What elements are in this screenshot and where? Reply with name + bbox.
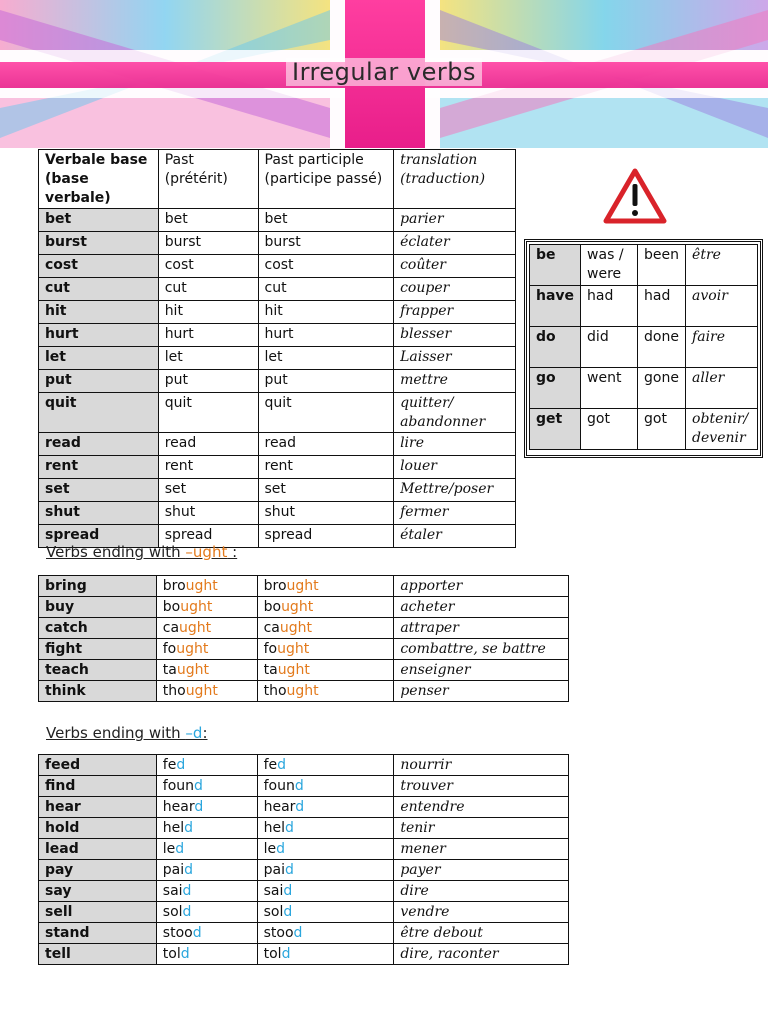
base-form-cell: pay bbox=[39, 860, 157, 881]
table-row bbox=[39, 639, 569, 660]
verb-ending: d bbox=[194, 799, 204, 815]
base-form-cell: teach bbox=[39, 660, 157, 681]
table-row bbox=[39, 681, 569, 702]
table-row bbox=[530, 245, 758, 286]
past-cell: got bbox=[581, 409, 638, 450]
past-cell bbox=[156, 618, 257, 639]
past-participle-cell: read bbox=[258, 433, 394, 456]
past-participle-cell bbox=[257, 776, 394, 797]
past-participle-cell: done bbox=[638, 327, 686, 368]
main-verbs-table bbox=[38, 149, 516, 548]
special-verbs-table bbox=[529, 244, 758, 450]
translation-cell: penser bbox=[394, 681, 569, 702]
verb-ending: ught bbox=[286, 578, 319, 594]
verb-ending: ught bbox=[185, 578, 218, 594]
past-participle-cell: put bbox=[258, 370, 394, 393]
table-row bbox=[530, 327, 758, 368]
verb-stem: fo bbox=[162, 641, 177, 657]
past-participle-cell: let bbox=[258, 347, 394, 370]
base-form-cell: be bbox=[530, 245, 581, 286]
base-form-cell: bet bbox=[39, 209, 159, 232]
header-line: Past participle bbox=[264, 152, 364, 168]
past-participle-cell bbox=[257, 576, 394, 597]
verb-stem: tol bbox=[162, 946, 181, 962]
translation-cell: éclater bbox=[394, 232, 516, 255]
verb-ending: ught bbox=[277, 662, 310, 678]
past-participle-cell: hurt bbox=[258, 324, 394, 347]
table-row bbox=[39, 232, 516, 255]
translation-cell: Laisser bbox=[394, 347, 516, 370]
header-line: Past bbox=[164, 152, 194, 168]
verb-ending: ught bbox=[277, 641, 310, 657]
past-participle-cell: got bbox=[638, 409, 686, 450]
verb-stem: bo bbox=[162, 599, 181, 615]
verb-ending: d bbox=[277, 757, 287, 773]
past-cell bbox=[156, 597, 257, 618]
translation-cell: attraper bbox=[394, 618, 569, 639]
past-cell bbox=[156, 576, 257, 597]
warning-triangle-icon bbox=[603, 168, 667, 224]
table-row bbox=[39, 393, 516, 433]
past-cell: had bbox=[581, 286, 638, 327]
past-cell: spread bbox=[158, 525, 258, 548]
past-participle-cell bbox=[257, 660, 394, 681]
translation-cell: étaler bbox=[394, 525, 516, 548]
verb-stem: pai bbox=[162, 862, 185, 878]
d-section-heading: Verbs ending with –d: bbox=[46, 724, 208, 742]
verb-stem: tol bbox=[263, 946, 282, 962]
verb-stem: sai bbox=[263, 883, 284, 899]
verb-ending: ught bbox=[176, 662, 209, 678]
base-form-cell: fight bbox=[39, 639, 157, 660]
header-line: (participe passé) bbox=[264, 171, 383, 187]
translation-cell: nourrir bbox=[394, 755, 569, 776]
translation-cell: mettre bbox=[394, 370, 516, 393]
verb-ending: d bbox=[182, 904, 192, 920]
verb-stem: bro bbox=[263, 578, 287, 594]
verb-stem: sol bbox=[162, 904, 183, 920]
translation-cell: vendre bbox=[394, 902, 569, 923]
translation-cell: enseigner bbox=[394, 660, 569, 681]
translation-cell: coûter bbox=[394, 255, 516, 278]
table-row bbox=[530, 368, 758, 409]
past-cell: shut bbox=[158, 502, 258, 525]
past-participle-cell: rent bbox=[258, 456, 394, 479]
verb-ending: d bbox=[293, 925, 303, 941]
past-participle-cell: set bbox=[258, 479, 394, 502]
past-cell bbox=[156, 755, 257, 776]
base-form-cell: feed bbox=[39, 755, 157, 776]
base-form-cell: have bbox=[530, 286, 581, 327]
verb-ending: d bbox=[294, 778, 304, 794]
verb-stem: le bbox=[162, 841, 176, 857]
past-cell: cost bbox=[158, 255, 258, 278]
translation-cell: louer bbox=[394, 456, 516, 479]
past-participle-cell: had bbox=[638, 286, 686, 327]
verb-stem: sol bbox=[263, 904, 284, 920]
translation-cell: aller bbox=[686, 368, 758, 409]
header-line: Verbale base bbox=[45, 152, 148, 168]
past-participle-cell bbox=[257, 618, 394, 639]
past-cell bbox=[156, 923, 257, 944]
past-participle-cell: bet bbox=[258, 209, 394, 232]
translation-cell: combattre, se battre bbox=[394, 639, 569, 660]
table-row bbox=[39, 944, 569, 965]
past-participle-cell: cost bbox=[258, 255, 394, 278]
verb-stem: ta bbox=[162, 662, 177, 678]
past-cell bbox=[156, 902, 257, 923]
past-cell: hit bbox=[158, 301, 258, 324]
past-cell: burst bbox=[158, 232, 258, 255]
verb-ending: ught bbox=[185, 683, 218, 699]
header-cell bbox=[258, 150, 394, 209]
past-cell bbox=[156, 860, 257, 881]
past-participle-cell: burst bbox=[258, 232, 394, 255]
translation-cell: Mettre/poser bbox=[394, 479, 516, 502]
verb-stem: bo bbox=[263, 599, 282, 615]
verb-ending: d bbox=[281, 946, 291, 962]
base-form-cell: tell bbox=[39, 944, 157, 965]
verb-stem: sai bbox=[162, 883, 183, 899]
base-form-cell: spread bbox=[39, 525, 159, 548]
translation-cell: être bbox=[686, 245, 758, 286]
past-participle-cell bbox=[257, 597, 394, 618]
base-form-cell: cut bbox=[39, 278, 159, 301]
verb-stem: hel bbox=[263, 820, 285, 836]
verb-ending: ught bbox=[279, 620, 313, 636]
table-row bbox=[39, 839, 569, 860]
table-row bbox=[39, 347, 516, 370]
base-form-cell: sell bbox=[39, 902, 157, 923]
past-participle-cell bbox=[257, 818, 394, 839]
table-row bbox=[39, 755, 569, 776]
header-cell bbox=[39, 150, 159, 209]
past-cell bbox=[156, 818, 257, 839]
verb-stem: hear bbox=[263, 799, 296, 815]
header-cell bbox=[394, 150, 516, 209]
past-cell: hurt bbox=[158, 324, 258, 347]
translation-cell: lire bbox=[394, 433, 516, 456]
table-row bbox=[39, 818, 569, 839]
verb-ending: ught bbox=[180, 599, 213, 615]
verb-stem: foun bbox=[162, 778, 195, 794]
base-form-cell: cost bbox=[39, 255, 159, 278]
translation-cell: parier bbox=[394, 209, 516, 232]
past-cell: put bbox=[158, 370, 258, 393]
verb-ending: d bbox=[283, 883, 293, 899]
table-row bbox=[39, 860, 569, 881]
translation-cell: mener bbox=[394, 839, 569, 860]
past-participle-cell bbox=[257, 797, 394, 818]
verb-stem: le bbox=[263, 841, 277, 857]
special-verbs-box bbox=[524, 239, 763, 458]
header-row bbox=[39, 150, 516, 209]
past-cell: cut bbox=[158, 278, 258, 301]
verb-ending: d bbox=[276, 841, 286, 857]
table-row bbox=[39, 433, 516, 456]
ught-section-heading: Verbs ending with –ught : bbox=[46, 543, 238, 561]
past-participle-cell bbox=[257, 681, 394, 702]
base-form-cell: rent bbox=[39, 456, 159, 479]
past-cell bbox=[156, 639, 257, 660]
base-form-cell: set bbox=[39, 479, 159, 502]
translation-cell: trouver bbox=[394, 776, 569, 797]
base-form-cell: read bbox=[39, 433, 159, 456]
translation-cell: acheter bbox=[394, 597, 569, 618]
header-cell bbox=[158, 150, 258, 209]
past-cell: went bbox=[581, 368, 638, 409]
translation-cell: apporter bbox=[394, 576, 569, 597]
verb-stem: bro bbox=[162, 578, 186, 594]
past-participle-cell: shut bbox=[258, 502, 394, 525]
past-cell: quit bbox=[158, 393, 258, 433]
verb-stem: fe bbox=[162, 757, 177, 773]
base-form-cell: quit bbox=[39, 393, 159, 433]
base-form-cell: lead bbox=[39, 839, 157, 860]
table-row bbox=[39, 370, 516, 393]
past-participle-cell: spread bbox=[258, 525, 394, 548]
table-row bbox=[39, 597, 569, 618]
verb-stem: ca bbox=[263, 620, 280, 636]
past-cell bbox=[156, 681, 257, 702]
verb-stem: stoo bbox=[263, 925, 294, 941]
base-form-cell: find bbox=[39, 776, 157, 797]
past-cell bbox=[156, 839, 257, 860]
verb-stem: foun bbox=[263, 778, 295, 794]
verb-ending: ught bbox=[176, 641, 209, 657]
past-participle-cell bbox=[257, 860, 394, 881]
base-form-cell: put bbox=[39, 370, 159, 393]
verb-ending: d bbox=[184, 820, 194, 836]
verb-stem: pai bbox=[263, 862, 285, 878]
past-participle-cell bbox=[257, 923, 394, 944]
header-line: (prétérit) bbox=[164, 171, 228, 187]
past-participle-cell: hit bbox=[258, 301, 394, 324]
header-line: (base verbale) bbox=[45, 171, 111, 206]
past-cell: was / were bbox=[581, 245, 638, 286]
translation-cell: avoir bbox=[686, 286, 758, 327]
verb-ending: d bbox=[176, 757, 186, 773]
past-participle-cell: quit bbox=[258, 393, 394, 433]
past-cell: read bbox=[158, 433, 258, 456]
ught-verbs-table bbox=[38, 575, 569, 702]
translation-cell: être debout bbox=[394, 923, 569, 944]
table-row bbox=[39, 479, 516, 502]
translation-cell: obtenir/ devenir bbox=[686, 409, 758, 450]
header-line: (traduction) bbox=[400, 171, 486, 187]
past-participle-cell bbox=[257, 944, 394, 965]
verb-ending: ught bbox=[179, 620, 212, 636]
translation-cell: quitter/ abandonner bbox=[394, 393, 516, 433]
translation-cell: payer bbox=[394, 860, 569, 881]
table-row bbox=[39, 456, 516, 479]
verb-ending: d bbox=[285, 820, 294, 836]
verb-stem: stoo bbox=[162, 925, 193, 941]
past-participle-cell bbox=[257, 755, 394, 776]
past-participle-cell: cut bbox=[258, 278, 394, 301]
verb-stem: fo bbox=[263, 641, 278, 657]
d-verbs-table bbox=[38, 754, 569, 965]
past-cell: set bbox=[158, 479, 258, 502]
verb-stem: tho bbox=[263, 683, 287, 699]
past-participle-cell: been bbox=[638, 245, 686, 286]
verb-stem: hear bbox=[162, 799, 195, 815]
base-form-cell: stand bbox=[39, 923, 157, 944]
past-cell: bet bbox=[158, 209, 258, 232]
verb-ending: d bbox=[284, 862, 294, 878]
verb-ending: ught bbox=[281, 599, 314, 615]
verb-stem: ta bbox=[263, 662, 278, 678]
table-row bbox=[530, 409, 758, 450]
table-row bbox=[39, 923, 569, 944]
verb-stem: hel bbox=[162, 820, 185, 836]
verb-ending: d bbox=[283, 904, 293, 920]
base-form-cell: say bbox=[39, 881, 157, 902]
table-row bbox=[39, 209, 516, 232]
base-form-cell: hit bbox=[39, 301, 159, 324]
verb-ending: d bbox=[175, 841, 185, 857]
base-form-cell: let bbox=[39, 347, 159, 370]
verb-ending: d bbox=[182, 883, 192, 899]
table-row bbox=[39, 576, 569, 597]
translation-cell: tenir bbox=[394, 818, 569, 839]
past-participle-cell bbox=[257, 881, 394, 902]
translation-cell: frapper bbox=[394, 301, 516, 324]
base-form-cell: do bbox=[530, 327, 581, 368]
translation-cell: faire bbox=[686, 327, 758, 368]
past-participle-cell bbox=[257, 639, 394, 660]
verb-ending: d bbox=[194, 778, 203, 794]
verb-ending: d bbox=[192, 925, 202, 941]
past-cell: let bbox=[158, 347, 258, 370]
past-cell bbox=[156, 797, 257, 818]
past-cell: rent bbox=[158, 456, 258, 479]
base-form-cell: hold bbox=[39, 818, 157, 839]
translation-cell: dire, raconter bbox=[394, 944, 569, 965]
past-participle-cell bbox=[257, 839, 394, 860]
table-row bbox=[39, 324, 516, 347]
table-row bbox=[39, 301, 516, 324]
past-cell bbox=[156, 881, 257, 902]
translation-cell: entendre bbox=[394, 797, 569, 818]
verb-ending: d bbox=[184, 862, 194, 878]
past-participle-cell: gone bbox=[638, 368, 686, 409]
translation-cell: couper bbox=[394, 278, 516, 301]
table-row bbox=[39, 797, 569, 818]
base-form-cell: hurt bbox=[39, 324, 159, 347]
table-row bbox=[39, 660, 569, 681]
table-row bbox=[39, 776, 569, 797]
past-cell bbox=[156, 776, 257, 797]
table-row bbox=[39, 502, 516, 525]
translation-cell: blesser bbox=[394, 324, 516, 347]
verb-ending: d bbox=[295, 799, 305, 815]
base-form-cell: shut bbox=[39, 502, 159, 525]
base-form-cell: get bbox=[530, 409, 581, 450]
past-cell bbox=[156, 944, 257, 965]
union-jack-banner bbox=[0, 0, 768, 148]
base-form-cell: hear bbox=[39, 797, 157, 818]
base-form-cell: burst bbox=[39, 232, 159, 255]
past-cell bbox=[156, 660, 257, 681]
past-cell: did bbox=[581, 327, 638, 368]
header-line: translation bbox=[400, 152, 478, 168]
table-row bbox=[39, 278, 516, 301]
past-participle-cell bbox=[257, 902, 394, 923]
base-form-cell: buy bbox=[39, 597, 157, 618]
table-row bbox=[39, 902, 569, 923]
table-row bbox=[530, 286, 758, 327]
base-form-cell: catch bbox=[39, 618, 157, 639]
table-row bbox=[39, 255, 516, 278]
base-form-cell: bring bbox=[39, 576, 157, 597]
verb-ending: d bbox=[180, 946, 190, 962]
verb-stem: fe bbox=[263, 757, 278, 773]
base-form-cell: think bbox=[39, 681, 157, 702]
table-row bbox=[39, 618, 569, 639]
verb-ending: ught bbox=[286, 683, 319, 699]
verb-stem: ca bbox=[162, 620, 180, 636]
page-title: Irregular verbs bbox=[0, 58, 768, 86]
translation-cell: dire bbox=[394, 881, 569, 902]
verb-stem: tho bbox=[162, 683, 186, 699]
translation-cell: fermer bbox=[394, 502, 516, 525]
table-row bbox=[39, 881, 569, 902]
base-form-cell: go bbox=[530, 368, 581, 409]
